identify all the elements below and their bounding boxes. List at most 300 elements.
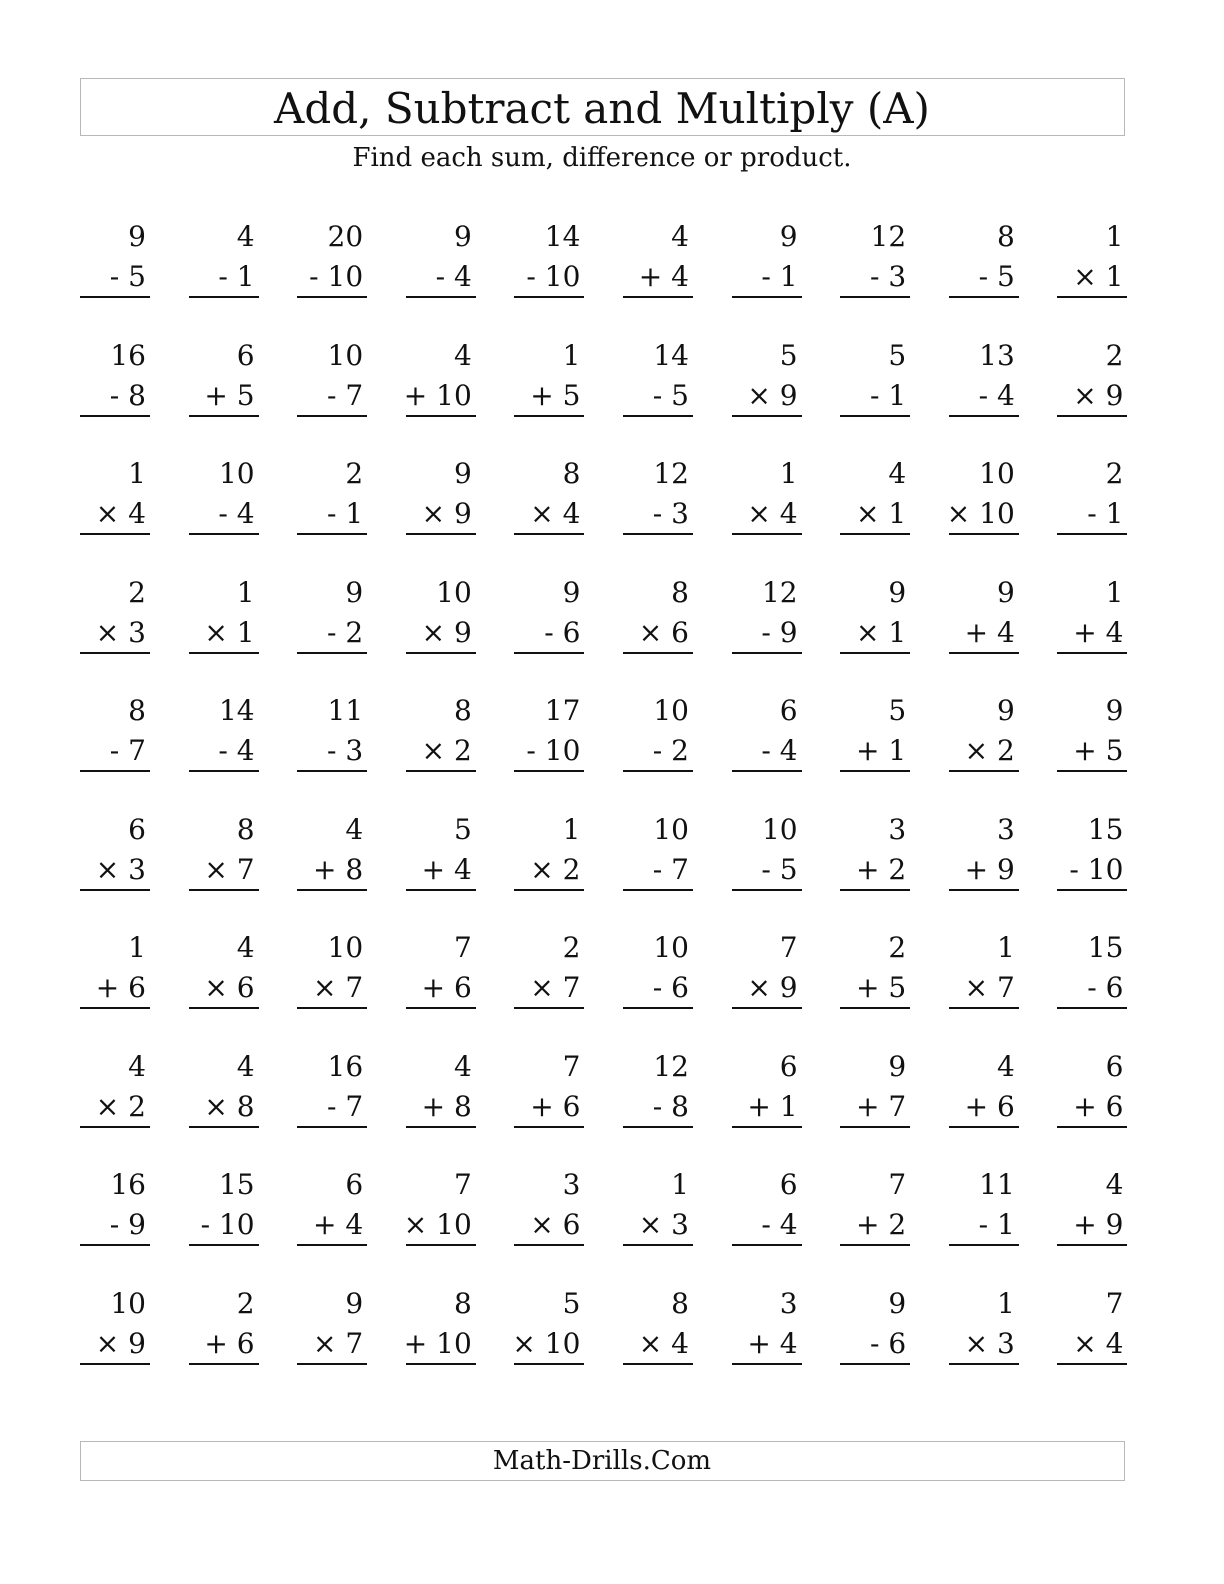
answer-rule xyxy=(732,1007,802,1009)
answer-rule xyxy=(514,889,584,891)
problem-bottom-line xyxy=(422,497,472,531)
problem-top-number: 1 xyxy=(128,931,146,964)
math-problem xyxy=(189,457,259,535)
problem-top-number: 16 xyxy=(327,1049,364,1083)
problem-bottom-number: 3 xyxy=(128,615,146,649)
problem-top-number: 2 xyxy=(562,931,581,964)
problem-top-number: 6 xyxy=(779,694,798,727)
answer-rule xyxy=(514,533,584,535)
math-problem xyxy=(840,1168,910,1246)
problem-bottom-line xyxy=(96,971,146,1005)
problem-bottom-number: 7 xyxy=(345,1326,364,1360)
operator-symbol: + xyxy=(530,1089,554,1123)
math-problem xyxy=(297,694,367,772)
problem-bottom-line xyxy=(96,1090,146,1124)
operator-symbol: - xyxy=(326,1089,337,1123)
problem-top-number: 2 xyxy=(1105,457,1124,490)
problem-bottom-line xyxy=(1073,1090,1123,1124)
operator-symbol: - xyxy=(526,734,536,767)
problem-bottom-number: 9 xyxy=(1105,378,1124,412)
math-problem xyxy=(514,1287,584,1365)
problem-bottom-number: 5 xyxy=(671,378,689,412)
answer-rule xyxy=(623,415,693,417)
problem-top-number: 14 xyxy=(653,338,689,372)
problem-bottom-number: 10 xyxy=(979,497,1015,530)
problem-bottom-line xyxy=(530,379,580,413)
problem-top-number: 10 xyxy=(327,931,364,964)
math-problem xyxy=(623,576,693,654)
operator-symbol: × xyxy=(1073,378,1097,412)
problem-bottom-line xyxy=(96,853,146,887)
math-problem xyxy=(949,1287,1019,1365)
math-problem xyxy=(840,1050,910,1128)
problem-top-number: 2 xyxy=(236,1286,255,1320)
math-problem xyxy=(840,220,910,298)
problem-bottom-line xyxy=(313,971,363,1005)
problem-top-number: 9 xyxy=(562,575,581,609)
problem-top-number: 1 xyxy=(562,338,581,372)
answer-rule xyxy=(514,652,584,654)
problem-top-number: 1 xyxy=(779,457,798,490)
answer-rule xyxy=(406,770,476,772)
math-problem xyxy=(297,457,367,535)
problem-bottom-line xyxy=(1087,971,1123,1005)
problem-top-number: 10 xyxy=(653,812,689,846)
problem-top-number: 6 xyxy=(1105,1049,1124,1083)
problem-bottom-line xyxy=(747,971,797,1005)
math-problem xyxy=(189,931,259,1009)
problem-top-number: 9 xyxy=(345,575,364,609)
problem-bottom-number: 10 xyxy=(544,1326,581,1360)
problem-bottom-number: 7 xyxy=(671,852,689,886)
problem-bottom-line xyxy=(1087,497,1123,531)
problem-bottom-number: 6 xyxy=(562,1089,581,1123)
problem-bottom-number: 6 xyxy=(1105,1089,1124,1123)
operator-symbol: - xyxy=(652,378,663,412)
operator-symbol: × xyxy=(946,497,971,530)
math-problem xyxy=(297,339,367,417)
problem-bottom-number: 10 xyxy=(436,378,472,412)
problem-top-number: 2 xyxy=(1105,338,1124,372)
problem-bottom-number: 1 xyxy=(1105,260,1124,293)
answer-rule xyxy=(1057,1363,1127,1365)
problem-top-number: 2 xyxy=(888,931,907,964)
problem-top-number: 8 xyxy=(236,812,255,846)
problem-top-number: 4 xyxy=(888,457,907,490)
problem-bottom-line xyxy=(1073,616,1123,650)
problem-top-number: 5 xyxy=(888,338,907,372)
problem-top-number: 4 xyxy=(453,1049,472,1083)
problem-bottom-line xyxy=(422,971,472,1005)
math-problem xyxy=(514,576,584,654)
operator-symbol: - xyxy=(978,1208,989,1241)
math-problem xyxy=(1057,1287,1127,1365)
math-problem xyxy=(403,1168,476,1246)
answer-rule xyxy=(514,1126,584,1128)
answer-rule xyxy=(297,652,367,654)
answer-rule xyxy=(732,533,802,535)
problem-top-number: 9 xyxy=(779,220,798,253)
problem-bottom-number: 6 xyxy=(671,615,689,649)
operator-symbol: × xyxy=(747,378,771,412)
math-problem xyxy=(732,339,802,417)
problem-top-number: 9 xyxy=(453,457,472,490)
math-problem xyxy=(1057,1050,1127,1128)
math-problem xyxy=(514,1168,584,1246)
math-problem xyxy=(623,339,693,417)
math-problem xyxy=(80,457,150,535)
operator-symbol: - xyxy=(869,378,880,412)
problem-bottom-number: 5 xyxy=(128,260,146,293)
problem-bottom-line xyxy=(110,1208,146,1242)
operator-symbol: × xyxy=(1073,260,1097,293)
problem-bottom-number: 4 xyxy=(779,1208,798,1241)
answer-rule xyxy=(514,296,584,298)
operator-symbol: × xyxy=(95,497,120,530)
answer-rule xyxy=(840,1244,910,1246)
math-problem xyxy=(297,1287,367,1365)
problem-bottom-line xyxy=(404,1208,472,1242)
problem-bottom-number: 1 xyxy=(888,378,907,412)
problem-top-number: 7 xyxy=(888,1168,907,1201)
problem-row xyxy=(80,694,1127,784)
operator-symbol: × xyxy=(530,497,554,530)
problem-bottom-number: 5 xyxy=(1105,734,1124,767)
math-problem xyxy=(840,1287,910,1365)
problem-bottom-line xyxy=(639,1327,689,1361)
problem-row xyxy=(80,1050,1127,1140)
problem-bottom-number: 7 xyxy=(888,1089,907,1123)
answer-rule xyxy=(406,296,476,298)
problem-bottom-line xyxy=(526,260,580,294)
problem-top-number: 12 xyxy=(653,457,689,490)
operator-symbol: - xyxy=(761,1208,771,1241)
problem-bottom-line xyxy=(747,1090,797,1124)
operator-symbol: + xyxy=(421,971,446,1004)
problem-bottom-number: 2 xyxy=(671,734,689,767)
math-problem xyxy=(1057,457,1127,535)
problem-bottom-number: 8 xyxy=(671,1089,689,1123)
problem-top-number: 6 xyxy=(128,812,146,846)
problem-bottom-number: 4 xyxy=(1105,1326,1124,1360)
math-problem xyxy=(297,576,367,654)
problem-bottom-line xyxy=(96,1327,146,1361)
operator-symbol: + xyxy=(421,1089,446,1123)
problem-top-number: 1 xyxy=(236,575,255,609)
math-problem xyxy=(732,576,802,654)
problem-top-number: 4 xyxy=(236,1049,255,1083)
operator-symbol: - xyxy=(109,1208,120,1241)
problem-bottom-line xyxy=(653,853,689,887)
problem-top-number: 1 xyxy=(562,812,581,846)
operator-symbol: × xyxy=(747,497,771,530)
math-problem xyxy=(840,813,910,891)
problem-bottom-number: 4 xyxy=(453,260,472,293)
problem-bottom-line xyxy=(422,853,472,887)
problem-bottom-number: 5 xyxy=(996,260,1015,293)
math-problem xyxy=(189,220,259,298)
answer-rule xyxy=(406,1244,476,1246)
operator-symbol: + xyxy=(403,378,428,412)
math-problem xyxy=(297,931,367,1009)
operator-symbol: + xyxy=(204,378,228,412)
answer-rule xyxy=(623,1126,693,1128)
answer-rule xyxy=(732,652,802,654)
problem-bottom-line xyxy=(979,260,1015,294)
operator-symbol: × xyxy=(747,971,771,1004)
problem-bottom-line xyxy=(965,1327,1015,1361)
problem-top-number: 10 xyxy=(979,457,1015,490)
math-problem xyxy=(949,813,1019,891)
problem-bottom-number: 4 xyxy=(779,497,798,530)
problem-bottom-line xyxy=(979,379,1015,413)
answer-rule xyxy=(840,1363,910,1365)
math-problem xyxy=(949,1050,1019,1128)
answer-rule xyxy=(297,533,367,535)
operator-symbol: - xyxy=(652,497,663,530)
answer-rule xyxy=(840,770,910,772)
answer-rule xyxy=(1057,1244,1127,1246)
problem-top-number: 15 xyxy=(1087,812,1124,846)
problem-bottom-line xyxy=(856,1208,906,1242)
problem-bottom-line xyxy=(530,1090,580,1124)
answer-rule xyxy=(189,415,259,417)
problem-bottom-number: 1 xyxy=(888,497,907,530)
operator-symbol: - xyxy=(1087,497,1097,530)
problem-top-number: 3 xyxy=(779,1286,798,1320)
operator-symbol: - xyxy=(761,260,771,293)
problem-bottom-line xyxy=(526,734,580,768)
operator-symbol: - xyxy=(761,615,771,649)
operator-symbol: + xyxy=(312,852,337,886)
problem-bottom-number: 1 xyxy=(996,1208,1015,1241)
problem-bottom-line xyxy=(422,616,472,650)
operator-symbol: - xyxy=(978,378,989,412)
problem-top-number: 1 xyxy=(1105,575,1124,609)
problem-bottom-number: 9 xyxy=(128,1208,146,1241)
operator-symbol: × xyxy=(512,1326,536,1360)
problem-bottom-line xyxy=(530,853,580,887)
answer-rule xyxy=(1057,533,1127,535)
problem-bottom-number: 3 xyxy=(128,852,146,886)
operator-symbol: × xyxy=(855,615,880,649)
operator-symbol: - xyxy=(652,734,663,767)
problem-bottom-number: 5 xyxy=(236,378,255,412)
problem-bottom-number: 1 xyxy=(345,497,364,530)
answer-rule xyxy=(80,533,150,535)
answer-rule xyxy=(297,1126,367,1128)
problem-bottom-number: 6 xyxy=(236,1326,255,1360)
answer-rule xyxy=(406,889,476,891)
problem-bottom-number: 4 xyxy=(345,1208,364,1241)
problem-bottom-line xyxy=(653,1090,689,1124)
problem-bottom-line xyxy=(653,379,689,413)
problem-bottom-number: 4 xyxy=(1105,615,1124,649)
problem-row xyxy=(80,813,1127,903)
problem-top-number: 10 xyxy=(218,457,255,490)
answer-rule xyxy=(80,1007,150,1009)
problem-bottom-number: 9 xyxy=(453,497,472,530)
answer-rule xyxy=(406,1126,476,1128)
problem-bottom-line xyxy=(653,971,689,1005)
operator-symbol: × xyxy=(312,1326,337,1360)
problem-bottom-line xyxy=(965,616,1015,650)
answer-rule xyxy=(949,1126,1019,1128)
answer-rule xyxy=(623,652,693,654)
problem-top-number: 4 xyxy=(996,1049,1015,1083)
operator-symbol: × xyxy=(530,852,554,886)
answer-rule xyxy=(732,296,802,298)
operator-symbol: × xyxy=(1073,1326,1097,1360)
math-problem xyxy=(949,1168,1019,1246)
answer-rule xyxy=(80,770,150,772)
operator-symbol: - xyxy=(435,260,446,293)
answer-rule xyxy=(406,1007,476,1009)
math-problem xyxy=(732,1168,802,1246)
problem-bottom-line xyxy=(313,853,363,887)
answer-rule xyxy=(949,770,1019,772)
answer-rule xyxy=(623,533,693,535)
problem-bottom-number: 8 xyxy=(453,1089,472,1123)
operator-symbol: - xyxy=(326,378,337,412)
math-problem xyxy=(406,813,476,891)
problem-bottom-line xyxy=(965,853,1015,887)
problem-top-number: 4 xyxy=(236,220,255,253)
problem-top-number: 10 xyxy=(110,1286,146,1320)
answer-rule xyxy=(732,415,802,417)
problem-bottom-line xyxy=(327,379,363,413)
problem-top-number: 10 xyxy=(653,694,689,727)
math-problem xyxy=(949,220,1019,298)
problem-top-number: 10 xyxy=(653,931,689,964)
operator-symbol: + xyxy=(1073,1089,1097,1123)
problem-bottom-number: 1 xyxy=(236,260,255,293)
answer-rule xyxy=(297,296,367,298)
problem-row xyxy=(80,931,1127,1021)
operator-symbol: - xyxy=(761,734,771,767)
problem-top-number: 7 xyxy=(779,931,798,964)
problem-bottom-line xyxy=(530,971,580,1005)
math-problem xyxy=(80,1050,150,1128)
problem-top-number: 15 xyxy=(218,1168,255,1201)
operator-symbol: - xyxy=(526,260,536,293)
operator-symbol: × xyxy=(638,615,663,649)
operator-symbol: + xyxy=(964,852,989,886)
answer-rule xyxy=(80,889,150,891)
answer-rule xyxy=(80,1363,150,1365)
problem-bottom-line xyxy=(947,497,1015,531)
answer-rule xyxy=(514,1007,584,1009)
operator-symbol: × xyxy=(530,971,554,1004)
problem-bottom-line xyxy=(204,853,254,887)
problem-bottom-line xyxy=(761,616,797,650)
math-problem xyxy=(403,338,476,417)
math-problem xyxy=(840,694,910,772)
problem-top-number: 8 xyxy=(996,220,1015,253)
problem-bottom-line xyxy=(218,260,254,294)
answer-rule xyxy=(623,296,693,298)
answer-rule xyxy=(840,889,910,891)
math-problem xyxy=(189,813,259,891)
problem-top-number: 3 xyxy=(562,1168,581,1201)
operator-symbol: + xyxy=(964,615,989,649)
problem-bottom-line xyxy=(204,616,254,650)
math-problem xyxy=(949,339,1019,417)
problem-top-number: 16 xyxy=(110,1168,146,1201)
math-problem xyxy=(406,694,476,772)
answer-rule xyxy=(189,533,259,535)
math-problem xyxy=(406,220,476,298)
problem-bottom-number: 8 xyxy=(128,378,146,412)
math-problem xyxy=(732,1050,802,1128)
operator-symbol: + xyxy=(964,1089,989,1123)
answer-rule xyxy=(949,415,1019,417)
problem-bottom-number: 8 xyxy=(345,852,364,886)
answer-rule xyxy=(406,1363,476,1365)
math-problem xyxy=(732,457,802,535)
operator-symbol: × xyxy=(204,852,228,886)
problem-bottom-number: 9 xyxy=(128,1326,146,1360)
math-problem xyxy=(623,457,693,535)
problem-bottom-line xyxy=(965,1090,1015,1124)
operator-symbol: - xyxy=(652,971,663,1004)
problem-bottom-number: 10 xyxy=(544,260,581,293)
answer-rule xyxy=(623,1007,693,1009)
math-problem xyxy=(80,813,150,891)
answer-rule xyxy=(189,652,259,654)
problem-bottom-number: 4 xyxy=(236,734,255,767)
math-problem xyxy=(949,931,1019,1009)
math-problem xyxy=(623,694,693,772)
answer-rule xyxy=(623,1363,693,1365)
problem-bottom-number: 1 xyxy=(888,615,907,649)
problem-bottom-number: 1 xyxy=(779,1089,798,1123)
problem-bottom-line xyxy=(856,1090,906,1124)
answer-rule xyxy=(297,889,367,891)
operator-symbol: × xyxy=(204,971,228,1004)
problem-row xyxy=(80,576,1127,666)
problem-top-number: 12 xyxy=(761,575,798,609)
operator-symbol: + xyxy=(530,378,554,412)
operator-symbol: + xyxy=(855,1089,880,1123)
math-problem xyxy=(514,931,584,1009)
problem-bottom-line xyxy=(204,379,254,413)
operator-symbol: - xyxy=(544,615,554,649)
math-problem xyxy=(189,1050,259,1128)
answer-rule xyxy=(514,770,584,772)
math-problem xyxy=(189,1168,259,1246)
problem-bottom-line xyxy=(856,616,906,650)
problem-bottom-number: 2 xyxy=(562,852,581,886)
math-problem xyxy=(406,931,476,1009)
operator-symbol: × xyxy=(95,852,120,886)
problem-top-number: 4 xyxy=(453,338,472,372)
problem-bottom-number: 2 xyxy=(888,852,907,886)
problem-bottom-number: 9 xyxy=(779,378,798,412)
problem-bottom-number: 9 xyxy=(779,615,798,649)
problem-bottom-number: 5 xyxy=(779,852,798,886)
problem-row xyxy=(80,1287,1127,1377)
problem-bottom-number: 7 xyxy=(128,734,146,767)
answer-rule xyxy=(732,889,802,891)
operator-symbol: - xyxy=(1069,852,1079,886)
answer-rule xyxy=(297,1363,367,1365)
problem-bottom-line xyxy=(327,1090,363,1124)
problem-bottom-number: 3 xyxy=(671,1208,689,1241)
answer-rule xyxy=(1057,1126,1127,1128)
problem-top-number: 2 xyxy=(345,457,364,490)
problem-bottom-number: 2 xyxy=(996,734,1015,767)
